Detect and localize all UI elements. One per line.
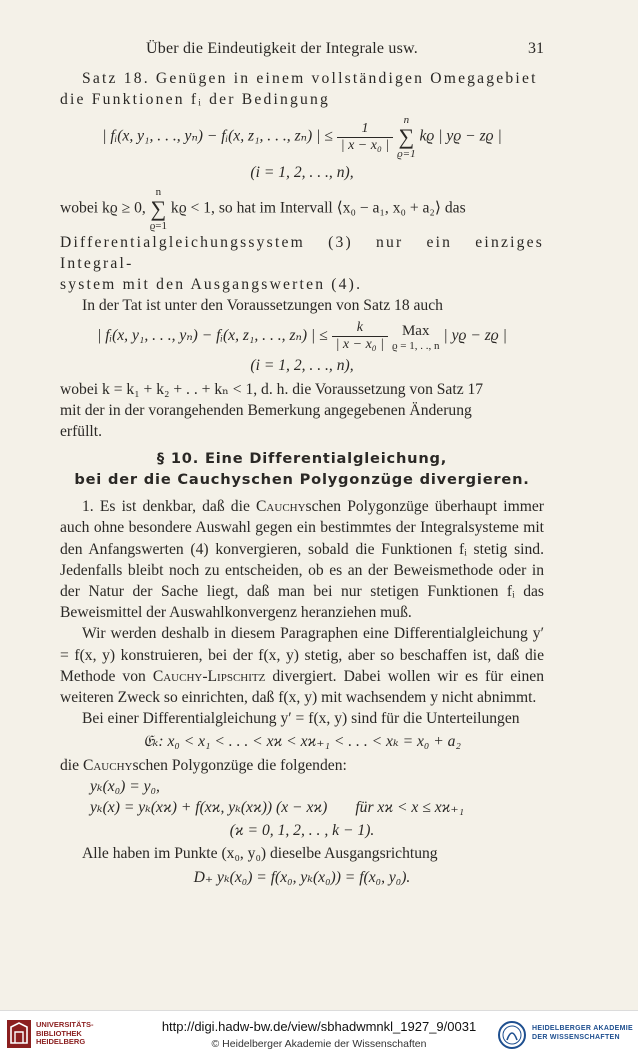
sum-lower: ϱ=1 [397,148,416,161]
sum-operator: n ∑ ϱ=1 [149,185,168,232]
formula-polygon [60,797,544,818]
author-name: Cauchy [256,498,306,516]
sum-upper: n [403,114,410,127]
paragraph-3: Bei einer Differentialgleichung y′ = f(x, y) sind für die Unterteilungen [82,710,520,728]
author-name: Cauchy [82,756,133,774]
max-operator [392,322,440,352]
text-line: wobei k = k₁ + k₂ + . . + kₙ < 1, d. h. die Voraussetzung von Satz 17 [60,380,484,398]
paragraph-text: 1. Es ist denkbar, daß die [82,498,257,516]
page-number: 31 [528,40,544,57]
paragraph-text: schen Polygonzüge die folgenden: [132,756,347,774]
copyright-notice: © Heidelberger Akademie der Wissenschaften [211,1038,427,1050]
section-heading: § 10. Eine Differentialgleichung, [156,450,448,468]
formula-condition-fraction [337,121,393,154]
wobei-text-b: kϱ < 1, so hat im Intervall ⟨x₀ − a₁, x₀ + a₂⟩ das [170,199,466,217]
library-name-line: HEIDELBERG [36,1037,86,1046]
academy-name-line: DER WISSENSCHAFTEN [532,1034,620,1041]
paragraph-2 [60,623,544,708]
paragraph-1 [60,496,544,623]
formula-index-range: (i = 1, 2, . . ., n), [250,357,354,375]
section-subheading: bei der die Cauchyschen Polygonzüge divergieren. [74,471,530,489]
text-line: mit der in der vorangehenden Bemerkung angegebenen Änderung [60,401,472,419]
sum-upper: n [155,185,162,198]
page-body [60,68,544,890]
fraction-numerator: k [332,320,388,337]
formula-condition-right: kϱ | yϱ − zϱ | [419,127,502,145]
text-line: system mit den Ausgangswerten (4). [60,276,363,294]
formula-condition [60,114,544,160]
max-range: ϱ = 1, . ., n [391,339,440,352]
library-name-line: BIBLIOTHEK [36,1028,82,1038]
sum-operator: n ∑ ϱ=1 [397,114,416,161]
academy-seal-logo [496,1020,528,1050]
text-line: In der Tat ist unter den Voraussetzungen von Satz 18 auch [82,297,443,315]
formula-direction: D₊ yₖ(x₀) = f(x₀, yₖ(x₀)) = f(x₀, y₀). [193,868,411,886]
text-line: erfüllt. [60,423,102,441]
paragraph-text: schen Polygonzüge überhaupt immer auch ohne besondere Auswahl gegen ein bestimmtes der Integralsysteme mit den Anfangswerten (4) konvergieren, sobald die Funktionen fᵢ stetig sind. Jedenfalls bleibt noch zu entscheiden, ob es an der Beweismethode oder in der Natur der Sache liegt, daß man bei nur stetigen Funktionen fᵢ das Beweismittel der Auswahlkonvergenz heranziehen muß. [60,498,545,622]
formula-estimate-fraction [332,320,388,353]
footer-bar [0,1010,638,1058]
paragraph-text: die [60,756,83,774]
wobei-condition [60,186,544,232]
text-line: Differentialgleichungssystem (3) nur ein einziges Integral- [60,233,544,272]
formula-polygon-expr: yₖ(x) = yₖ(xϰ) + f(xϰ, yₖ(xϰ)) (x − xϰ) [90,799,328,817]
formula-estimate [60,320,544,353]
wobei-text-a: wobei kϱ ≥ 0, [60,199,146,217]
formula-estimate-right: | yϱ − zϱ | [443,327,507,345]
formula-polygon-range: für xϰ < x ≤ xϰ₊₁ [355,799,465,817]
formula-index-range: (i = 1, 2, . . ., n), [250,164,354,182]
formula-estimate-left: | fᵢ(x, y₁, . . ., yₙ) − fᵢ(x, z₁, . . ., zₙ) | ≤ [97,327,328,345]
paragraph-text: divergiert. Dabei wollen wir es für einen weiteren Zweck so einrichten, daß f(x, y) mit wachsendem y nicht abnimmt. [60,667,544,707]
satz-18-line1: Satz 18. Genügen in einem vollständigen Omegagebiet [82,70,538,87]
paragraph-4 [60,755,544,776]
formula-condition-left: | fᵢ(x, y₁, . . ., yₙ) − fᵢ(x, z₁, . . ., zₙ) | ≤ [102,127,333,145]
author-names: Cauchy-Lipschitz [152,667,266,685]
formula-subdivision: 𝔈ₖ: x₀ < x₁ < . . . < xϰ < xϰ₊₁ < . . . < xₖ = x₀ + a₂ [143,733,461,751]
paragraph-text: Wir werden deshalb in diesem Paragraphen eine Differentialgleichung y′ = f(x, y) konstruieren, bei der f(x, y) stetig, aber so beschaffen ist, daß die Methode von [60,625,544,685]
fraction-denominator: | x − x₀ | [340,137,390,153]
formula-initial: yₖ(x₀) = y₀, [90,777,160,795]
formula-kappa-range: (ϰ = 0, 1, 2, . . , k − 1). [229,822,375,840]
library-name-line: UNIVERSITÄTS- [36,1020,94,1029]
paragraph-5: Alle haben im Punkte (x₀, y₀) dieselbe Ausgangsrichtung [82,845,438,863]
sum-lower: ϱ=1 [149,219,168,232]
fraction-denominator: | x − x₀ | [335,337,385,353]
academy-name [532,1024,633,1042]
academy-name-line: HEIDELBERGER AKADEMIE [532,1025,633,1032]
max-label: Max [401,322,430,339]
running-title: Über die Eindeutigkeit der Integrale usw. [146,40,418,57]
satz-18-line2: die Funktionen fᵢ der Bedingung [60,91,330,109]
document-url-link[interactable]: http://digi.hadw-bw.de/view/sbhadwmnkl_1927_9/0031 [161,1019,477,1034]
fraction-numerator: 1 [337,121,393,138]
